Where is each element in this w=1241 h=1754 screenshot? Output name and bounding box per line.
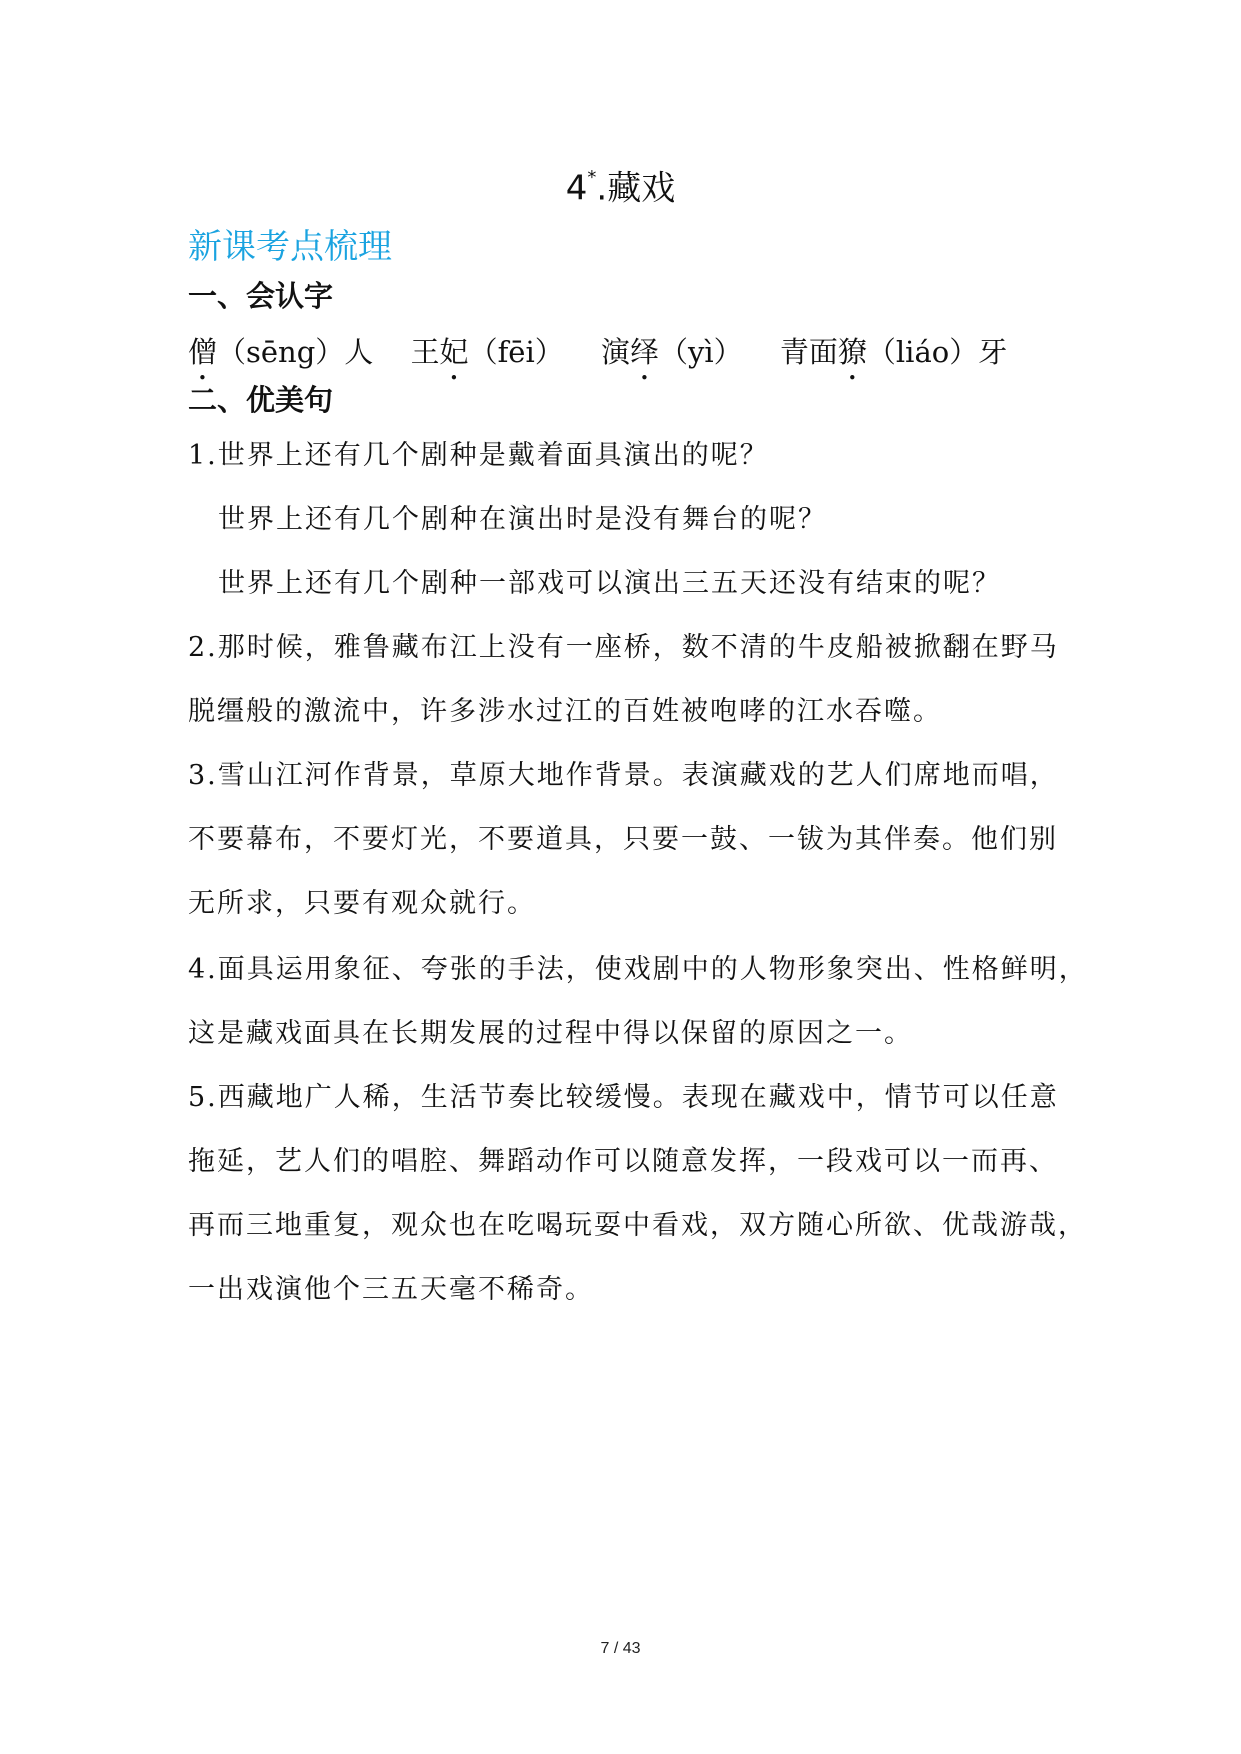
sentence-line: 不要幕布，不要灯光，不要道具，只要一鼓、一钹为其伴奏。他们别 xyxy=(188,824,1058,855)
vocab-pinyin: （sēng）人 xyxy=(217,335,374,369)
sentence-line: 一出戏演他个三五天毫不稀奇。 xyxy=(188,1274,594,1305)
title-number: 4 xyxy=(565,168,588,209)
vocab-dotted-char: 妃 xyxy=(439,335,469,369)
sentence-line: 拖延，艺人们的唱腔、舞蹈动作可以随意发挥，一段戏可以一而再、 xyxy=(188,1146,1058,1177)
sentence-line: 1.世界上还有几个剧种是戴着面具演出的呢？ xyxy=(188,440,769,471)
sentence-line: 脱缰般的激流中，许多涉水过江的百姓被咆哮的江水吞噬。 xyxy=(188,696,942,727)
vocab-pinyin: （yì） xyxy=(658,335,743,369)
vocab-prefix: 王 xyxy=(410,335,440,369)
vocab-item xyxy=(411,332,564,387)
sentence-line: 世界上还有几个剧种一部戏可以演出三五天还没有结束的呢？ xyxy=(218,568,1001,599)
part2-heading: 二、优美句 xyxy=(188,383,334,417)
part1-heading: 一、会认字 xyxy=(188,279,334,313)
vocab-item xyxy=(188,332,373,387)
vocab-prefix: 青面 xyxy=(779,335,838,369)
section-heading: 新课考点梳理 xyxy=(188,227,392,267)
title-text: .藏戏 xyxy=(596,168,676,209)
sentence-line: 3.雪山江河作背景，草原大地作背景。表演藏戏的艺人们席地而唱， xyxy=(188,760,1059,791)
vocab-item xyxy=(780,332,1007,387)
vocab-item xyxy=(601,332,743,387)
vocab-dotted-char: 绎 xyxy=(629,335,659,369)
sentence-line: 5.西藏地广人稀，生活节奏比较缓慢。表现在藏戏中，情节可以任意 xyxy=(188,1082,1059,1113)
page-title xyxy=(0,160,1241,210)
title-mark: * xyxy=(587,167,597,188)
page-number: 7 / 43 xyxy=(600,1640,641,1657)
sentence-line: 再而三地重复，观众也在吃喝玩耍中看戏，双方随心所欲、优哉游哉， xyxy=(188,1210,1087,1241)
sentence-line: 这是藏戏面具在长期发展的过程中得以保留的原因之一。 xyxy=(188,1018,913,1049)
sentence-line: 无所求，只要有观众就行。 xyxy=(188,888,536,919)
sentence-line: 世界上还有几个剧种在演出时是没有舞台的呢？ xyxy=(218,504,827,535)
vocab-dotted-char: 獠 xyxy=(837,335,867,369)
vocab-prefix: 演 xyxy=(600,335,630,369)
vocab-pinyin: （liáo）牙 xyxy=(866,335,1008,369)
vocab-dotted-char: 僧 xyxy=(188,335,218,369)
vocab-list xyxy=(188,332,1035,387)
vocab-pinyin: （fēi） xyxy=(468,335,564,369)
sentence-line: 2.那时候，雅鲁藏布江上没有一座桥，数不清的牛皮船被掀翻在野马 xyxy=(188,632,1059,663)
sentence-line: 4.面具运用象征、夸张的手法，使戏剧中的人物形象突出、性格鲜明， xyxy=(188,954,1088,985)
